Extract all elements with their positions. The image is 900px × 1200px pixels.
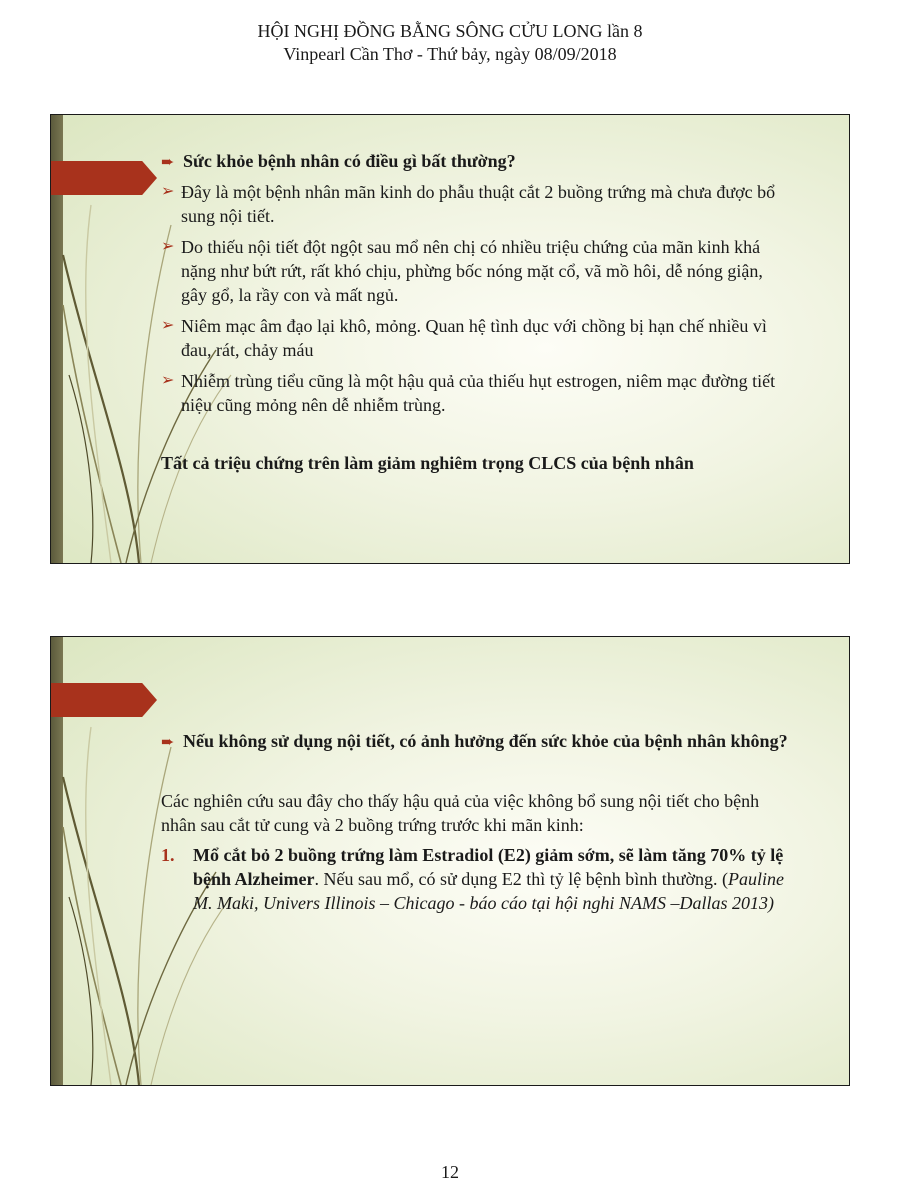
slide-2-heading — [161, 729, 791, 753]
page-number: 12 — [441, 1162, 459, 1182]
slide-1-content — [161, 149, 791, 475]
slide-2-content — [161, 729, 791, 915]
numbered-item — [161, 843, 791, 915]
arrow-right-icon: ➨ — [161, 154, 175, 171]
slide-tab-marker — [51, 683, 157, 717]
slide-1-conclusion: Tất cả triệu chứng trên làm giảm nghiêm trọng CLCS của bệnh nhân — [161, 453, 694, 473]
slide-2-heading-text: Nếu không sử dụng nội tiết, có ảnh hưởng đến sức khỏe của bệnh nhân không? — [183, 731, 788, 751]
item-normal-text: . Nếu sau mổ, có sử dụng E2 thì tỷ lệ bệnh bình thường. ( — [314, 869, 728, 889]
list-item — [161, 314, 791, 362]
item-bold-text: Mổ cắt bỏ 2 buồng trứng làm Estradiol (E2) giảm sớm, sẽ làm tăng 70% tỷ lệ bệnh Alzheimer — [193, 845, 784, 889]
slide-1-heading — [161, 149, 791, 173]
chevron-right-icon: ➢ — [161, 317, 175, 334]
list-item-text: Do thiếu nội tiết đột ngột sau mổ nên chị có nhiều triệu chứng của mãn kinh khá nặng như bứt rứt, rất khó chịu, phừng bốc nóng mặt cổ, vã mồ hôi, dễ nóng giận, gây gổ, la rầy con và mất ngủ. — [181, 237, 763, 305]
list-item — [161, 369, 791, 417]
list-item — [161, 235, 791, 307]
slide-2-paragraph: Các nghiên cứu sau đây cho thấy hậu quả của việc không bổ sung nội tiết cho bệnh nhân sau cắt tử cung và 2 buồng trứng trước khi mãn kinh: — [161, 791, 760, 835]
chevron-right-icon: ➢ — [161, 183, 175, 200]
list-item-text: Niêm mạc âm đạo lại khô, mỏng. Quan hệ tình dục với chồng bị hạn chế nhiều vì đau, rát, chảy máu — [181, 316, 767, 360]
chevron-right-icon: ➢ — [161, 372, 175, 389]
list-item-text: Nhiễm trùng tiểu cũng là một hậu quả của thiếu hụt estrogen, niêm mạc đường tiết niệu cũng mỏng nên dễ nhiễm trùng. — [181, 371, 776, 415]
list-item — [161, 180, 791, 228]
list-item-text: Đây là một bệnh nhân mãn kinh do phẫu thuật cắt 2 buồng trứng mà chưa được bổ sung nội tiết. — [181, 182, 776, 226]
slide-2 — [50, 636, 850, 1086]
document-header — [0, 20, 900, 66]
slide-1-heading-text: Sức khỏe bệnh nhân có điều gì bất thường? — [183, 151, 516, 171]
conference-title: HỘI NGHỊ ĐỒNG BẰNG SÔNG CỬU LONG lần 8 — [257, 21, 643, 41]
item-number: 1. — [161, 845, 175, 865]
item-citation: Pauline M. Maki, Univers Illinois – Chicago - báo cáo tại hội nghi NAMS –Dallas 2013) — [193, 869, 784, 913]
conference-venue-date: Vinpearl Cần Thơ - Thứ bảy, ngày 08/09/2018 — [283, 44, 617, 64]
arrow-right-icon: ➨ — [161, 734, 175, 751]
slide-1 — [50, 114, 850, 564]
slide-tab-marker — [51, 161, 157, 195]
chevron-right-icon: ➢ — [161, 238, 175, 255]
